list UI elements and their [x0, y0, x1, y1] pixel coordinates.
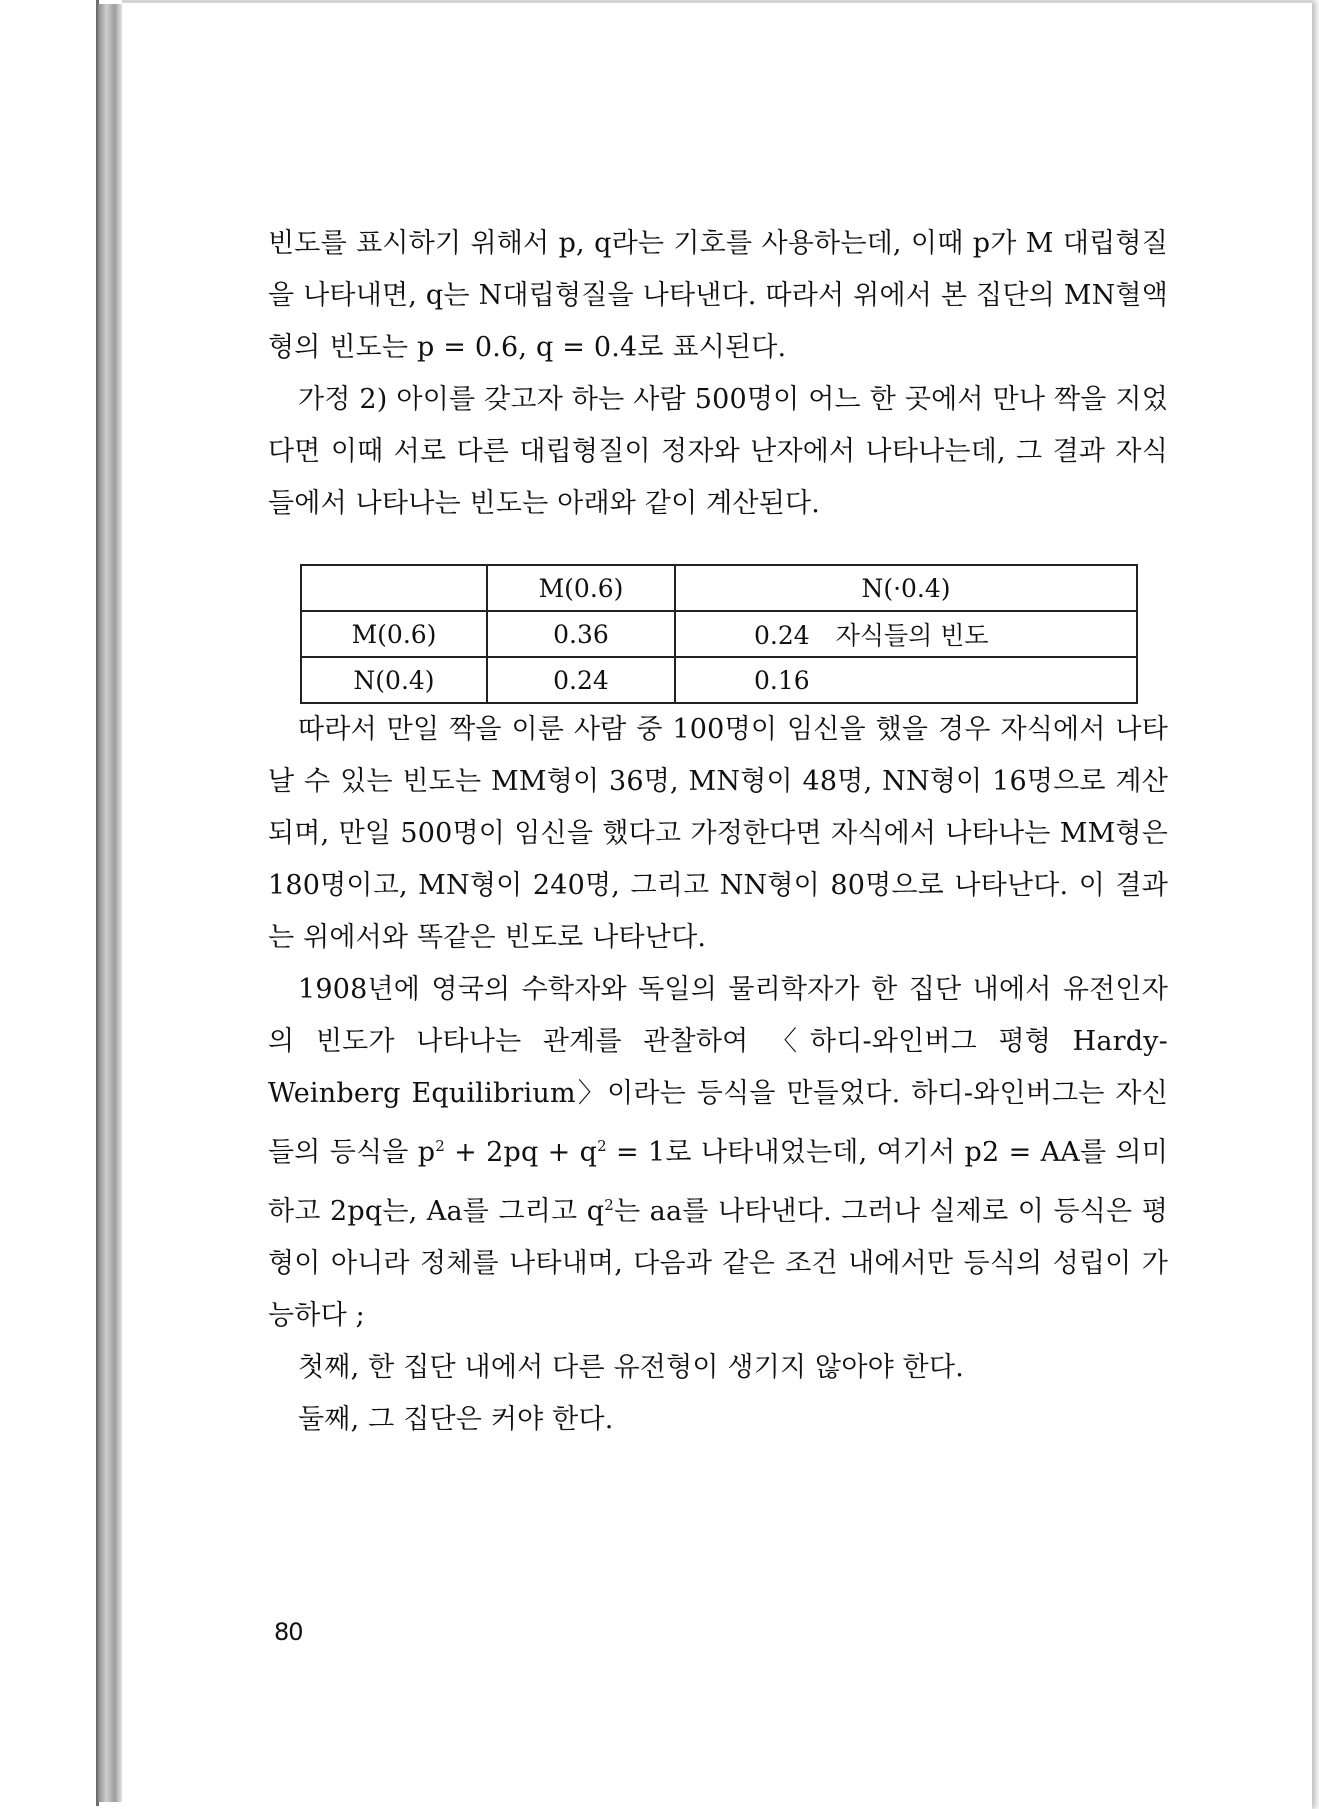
superscript-2: 2 [435, 1137, 445, 1155]
condition-first: 첫째, 한 집단 내에서 다른 유전형이 생기지 않아야 한다. [298, 1352, 965, 1383]
superscript-2: 2 [604, 1196, 614, 1214]
row-label: M(0.6) [301, 611, 487, 657]
hw-text-b: + 2pq + q [444, 1137, 598, 1168]
table-row [301, 611, 1137, 657]
cell-value: 0.24 [754, 621, 810, 650]
paragraph-hardy-weinberg [268, 964, 1168, 1342]
table-header-n: N(·0.4) [675, 565, 1137, 611]
page-content [268, 218, 1168, 1446]
paragraph-assumption-2: 가정 2) 아이를 갖고자 하는 사람 500명이 어느 한 곳에서 만나 짝을 지었다면 이때 서로 다른 대립형질이 정자와 난자에서 나타나는데, 그 결과 자식들에서 나타나는 빈도는 아래와 같이 계산된다. [268, 384, 1168, 519]
offspring-frequency-note: 자식들의 빈도 [835, 621, 989, 650]
hw-text-a: 1908년에 영국의 수학자와 독일의 물리학자가 한 집단 내에서 유전인자의 빈도가 나타나는 관계를 관찰하여 〈하디-와인버그 평형 Hardy-Weinberg Equilibrium〉이라는 등식을 만들었다. 하디-와인버그는 자신들의 등식을 p [268, 974, 1168, 1168]
table-header-row [301, 565, 1137, 611]
table-header-m: M(0.6) [487, 565, 675, 611]
paragraph-offspring-counts: 따라서 만일 짝을 이룬 사람 중 100명이 임신을 했을 경우 자식에서 나타날 수 있는 빈도는 MM형이 36명, MN형이 48명, NN형이 16명으로 계산되며, 만일 500명이 임신을 했다고 가정한다면 자식에서 나타나는 MM형은 180명이고, MN형이 240명, 그리고 NN형이 80명으로 나타난다. 이 결과는 위에서와 똑같은 빈도로 나타난다. [268, 714, 1168, 953]
book-spine [98, 4, 122, 1802]
condition-second: 둘째, 그 집단은 커야 한다. [298, 1404, 614, 1435]
cell-mn [675, 611, 1137, 657]
row-label: N(0.4) [301, 657, 487, 703]
table-row [301, 657, 1137, 703]
cell-mm: 0.36 [487, 611, 675, 657]
frequency-table [300, 564, 1138, 704]
hw-text-d: 는 aa를 나타낸다. 그러나 실제로 이 등식은 평형이 아니라 정체를 나타내며, 다음과 같은 조건 내에서만 등식의 성립이 가능하다 ; [268, 1196, 1168, 1331]
cell-nm: 0.24 [487, 657, 675, 703]
superscript-2: 2 [597, 1137, 607, 1155]
hw-text-c: = 1로 나타내었는데, 여기서 p2 = AA를 의미하고 2pq는, Aa를 그리고 q [268, 1137, 1168, 1227]
cell-nn: 0.16 [675, 657, 1137, 703]
table-corner-cell [301, 565, 487, 611]
page-number: 80 [274, 1618, 303, 1646]
paragraph-allele-notation: 빈도를 표시하기 위해서 p, q라는 기호를 사용하는데, 이때 p가 M 대립형질을 나타내면, q는 N대립형질을 나타낸다. 따라서 위에서 본 집단의 MN혈액형의 빈도는 p = 0.6, q = 0.4로 표시된다. [268, 228, 1168, 363]
